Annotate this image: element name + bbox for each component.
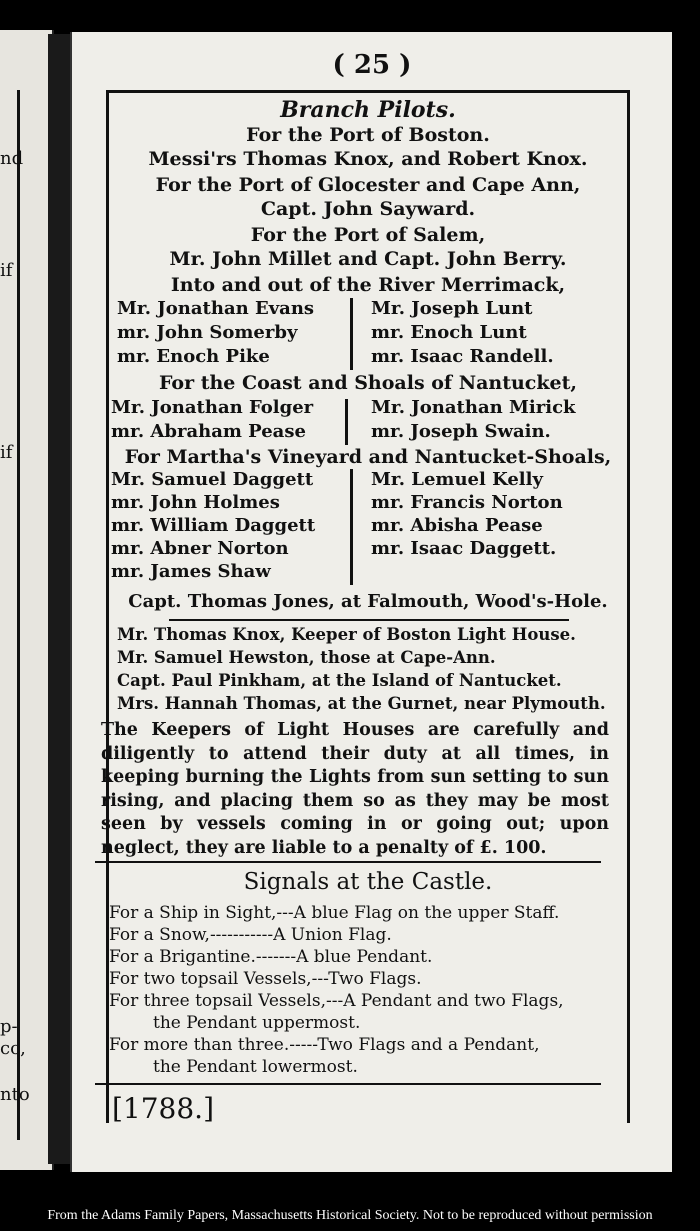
section-rule	[169, 619, 569, 621]
copyright-footer: From the Adams Family Papers, Massachusetts Historical Society. Not to be reproduced without permission	[47, 1208, 653, 1223]
pilot-name: mr. James Shaw	[111, 561, 271, 582]
signal-line: For a Brigantine.-------A blue Pendant.	[109, 947, 433, 967]
pilot-name: mr. Isaac Randell.	[371, 346, 554, 367]
signal-line: For more than three.-----Two Flags and a Pendant,	[109, 1035, 540, 1055]
keeper-line: Mr. Samuel Hewston, those at Cape-Ann.	[117, 648, 496, 667]
left-fragment: nto	[0, 1084, 30, 1105]
nantucket-label: For the Coast and Shoals of Nantucket,	[158, 372, 578, 394]
signal-line: For three topsail Vessels,---A Pendant and two Flags,	[109, 991, 564, 1011]
left-page-rule	[17, 90, 20, 1140]
year-stamp: [1788.]	[112, 1092, 215, 1125]
book-page	[70, 32, 672, 1172]
branch-pilots-heading: Branch Pilots.	[280, 97, 456, 123]
pilot-name: mr. Joseph Swain.	[371, 421, 551, 442]
pilot-name: mr. Abner Norton	[111, 538, 289, 559]
keeper-line: Mrs. Hannah Thomas, at the Gurnet, near Plymouth.	[117, 694, 606, 713]
gloucester-label: For the Port of Glocester and Cape Ann,	[155, 174, 581, 196]
pilot-name: Mr. Joseph Lunt	[371, 298, 533, 319]
pilot-name: mr. Enoch Pike	[117, 346, 270, 367]
content-frame	[101, 90, 630, 1123]
keeper-line: Capt. Paul Pinkham, at the Island of Nantucket.	[117, 671, 562, 690]
left-fragment: if	[0, 260, 13, 281]
boston-pilots: Messi'rs Thomas Knox, and Robert Knox.	[148, 148, 588, 170]
column-divider	[350, 469, 353, 585]
pilot-name: mr. John Holmes	[111, 492, 280, 513]
left-fragment: p-	[0, 1016, 18, 1037]
keeper-line: Mr. Thomas Knox, Keeper of Boston Light House.	[117, 625, 576, 644]
pilot-name: mr. Isaac Daggett.	[371, 538, 557, 559]
left-fragment: if	[0, 442, 13, 463]
pilot-name: Mr. Jonathan Evans	[117, 298, 315, 319]
keepers-notice: The Keepers of Light Houses are carefully and diligently to attend their duty at all times, in keeping burning the Lights from sun setting to sun rising, and placing them so as they may be most seen by vessels coming in or going out; upon neglect, they are liable to a penalty of £. 100.	[101, 720, 609, 858]
pilot-name: mr. Francis Norton	[371, 492, 563, 513]
left-fragment: nd	[0, 148, 24, 169]
signals-heading: Signals at the Castle.	[243, 869, 493, 895]
left-page-edge	[0, 30, 54, 1170]
column-divider	[345, 399, 348, 445]
pilot-name: Mr. Lemuel Kelly	[371, 469, 543, 490]
pilot-name: Mr. Jonathan Folger	[111, 397, 314, 418]
column-divider	[350, 298, 353, 370]
pilot-name: Mr. Samuel Daggett	[111, 469, 314, 490]
signal-line: the Pendant uppermost.	[153, 1013, 361, 1033]
pilot-name: mr. William Daggett	[111, 515, 316, 536]
boston-label: For the Port of Boston.	[246, 124, 490, 146]
merrimack-label: Into and out of the River Merrimack,	[170, 274, 566, 296]
signal-line: the Pendant lowermost.	[153, 1057, 358, 1077]
pilot-name: mr. Enoch Lunt	[371, 322, 527, 343]
page-number: ( 25 )	[332, 50, 412, 80]
section-rule	[95, 861, 601, 863]
section-rule	[95, 1083, 601, 1085]
falmouth-pilot: Capt. Thomas Jones, at Falmouth, Wood's-Hole.	[128, 591, 608, 612]
pilot-name: mr. Abisha Pease	[371, 515, 543, 536]
gloucester-pilot: Capt. John Sayward.	[260, 198, 476, 220]
pilot-name: mr. John Somerby	[117, 322, 298, 343]
vineyard-label: For Martha's Vineyard and Nantucket-Shoals,	[124, 446, 612, 468]
salem-label: For the Port of Salem,	[250, 224, 486, 246]
pilot-name: Mr. Jonathan Mirick	[371, 397, 576, 418]
salem-pilots: Mr. John Millet and Capt. John Berry.	[169, 248, 567, 270]
pilot-name: mr. Abraham Pease	[111, 421, 306, 442]
left-fragment: cc,	[0, 1038, 26, 1059]
signal-line: For a Ship in Sight,---A blue Flag on the upper Staff.	[109, 903, 560, 923]
signal-line: For a Snow,-----------A Union Flag.	[109, 925, 392, 945]
signal-line: For two topsail Vessels,---Two Flags.	[109, 969, 422, 989]
